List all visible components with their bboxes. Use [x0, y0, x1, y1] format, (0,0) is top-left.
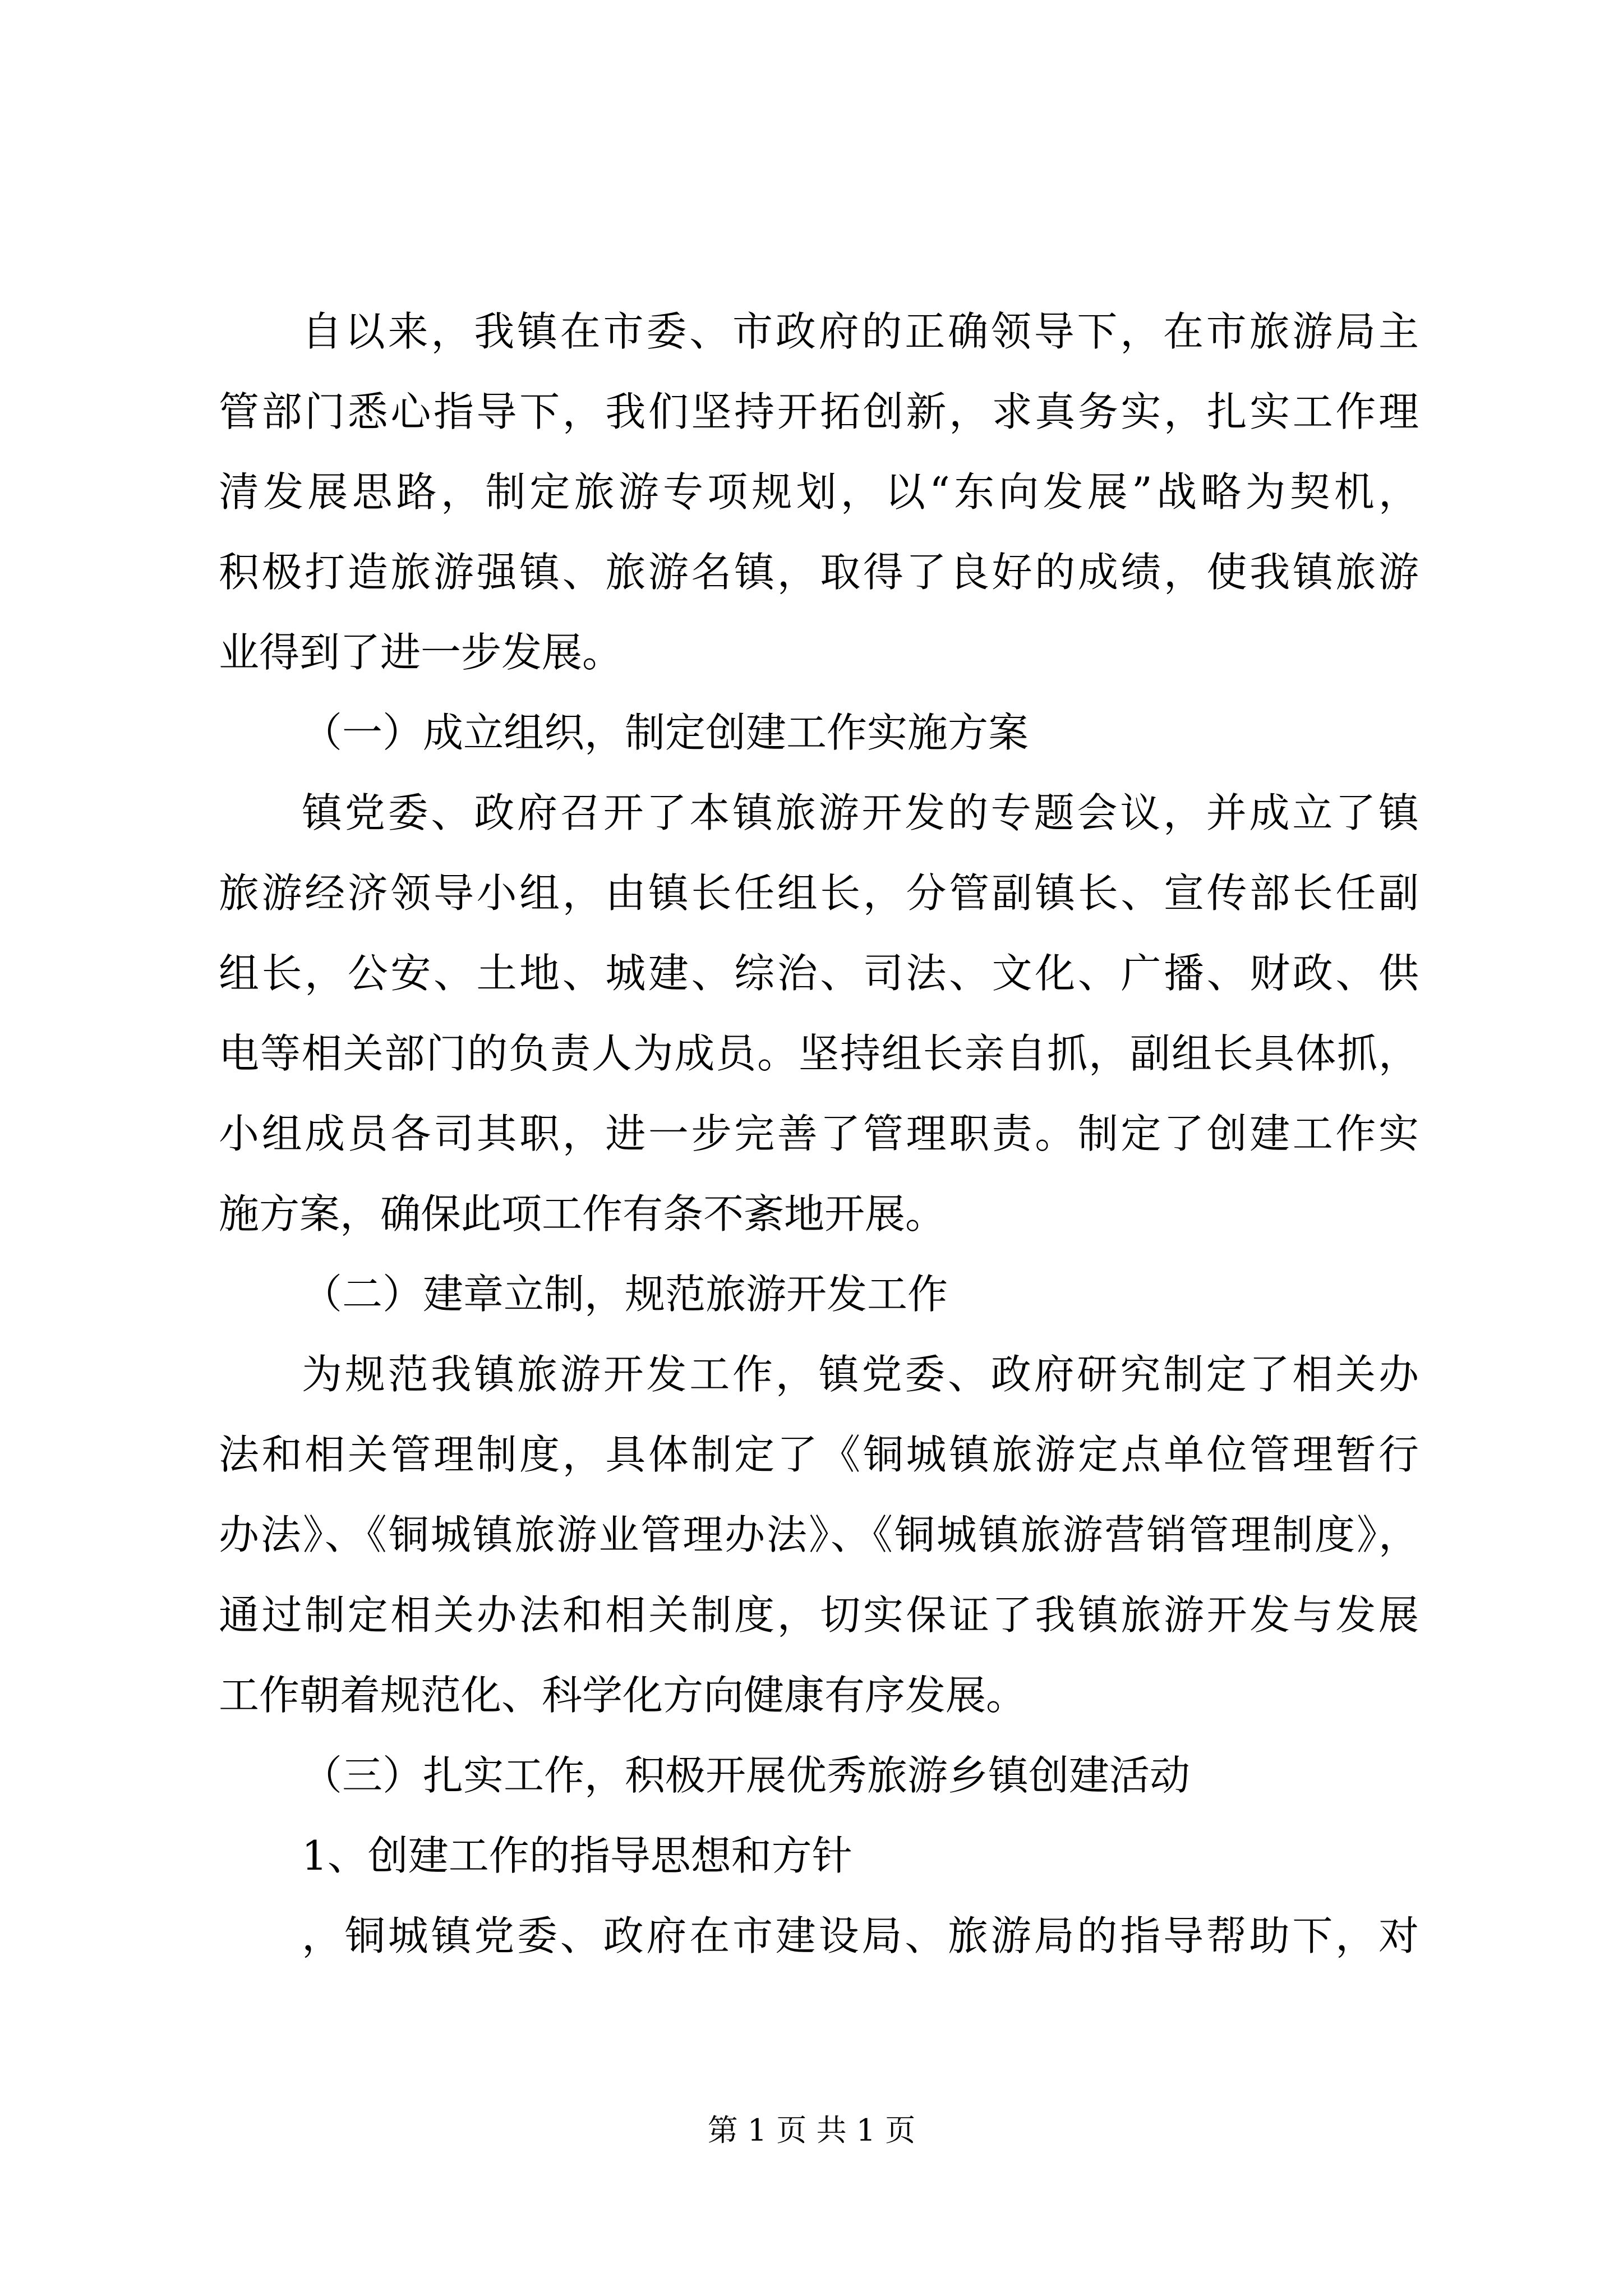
- paragraph-line: 为规范我镇旅游开发工作，镇党委、政府研究制定了相关办: [302, 1351, 1419, 1398]
- paragraph-line: 施方案，确保此项工作有条不紊地开展。: [219, 1190, 946, 1237]
- paragraph-line: 镇党委、政府召开了本镇旅游开发的专题会议，并成立了镇: [302, 789, 1419, 836]
- paragraph-line: 清发展思路，制定旅游专项规划，以“东向发展”战略为契机，: [219, 468, 1419, 516]
- paragraph-line: ，铜城镇党委、政府在市建设局、旅游局的指导帮助下，对: [302, 1912, 1419, 1959]
- paragraph-line: 业得到了进一步发展。: [219, 629, 623, 676]
- heading-line: （二）建章立制，规范旅游开发工作: [302, 1271, 948, 1318]
- paragraph-line: 组长，公安、土地、城建、综治、司法、文化、广播、财政、供: [219, 950, 1419, 997]
- heading-line: （一）成立组织，制定创建工作实施方案: [302, 709, 1029, 756]
- paragraph-line: 办法》、《铜城镇旅游业管理办法》、《铜城镇旅游营销管理制度》，: [219, 1511, 1419, 1558]
- section-heading: [219, 1816, 1419, 1896]
- body-paragraph: [219, 1896, 1419, 1976]
- document-body: [219, 292, 1419, 1976]
- heading-line: 1、创建工作的指导思想和方针: [302, 1832, 852, 1879]
- page-footer: [0, 2111, 1623, 2150]
- paragraph-line: 小组成员各司其职，进一步完善了管理职责。制定了创建工作实: [219, 1110, 1419, 1157]
- body-paragraph: [219, 1335, 1419, 1736]
- section-heading: [219, 1736, 1419, 1816]
- paragraph-line: 工作朝着规范化、科学化方向健康有序发展。: [219, 1672, 1027, 1719]
- paragraph-line: 自以来，我镇在市委、市政府的正确领导下，在市旅游局主: [302, 308, 1419, 355]
- body-paragraph: [219, 292, 1419, 693]
- paragraph-line: 电等相关部门的负责人为成员。坚持组长亲自抓，副组长具体抓，: [219, 1030, 1419, 1077]
- paragraph-line: 法和相关管理制度，具体制定了《铜城镇旅游定点单位管理暂行: [219, 1431, 1419, 1478]
- section-heading: [219, 1254, 1419, 1335]
- heading-line: （三）扎实工作，积极开展优秀旅游乡镇创建活动: [302, 1752, 1191, 1799]
- paragraph-line: 旅游经济领导小组，由镇长任组长，分管副镇长、宣传部长任副: [219, 869, 1419, 917]
- paragraph-line: 积极打造旅游强镇、旅游名镇，取得了良好的成绩，使我镇旅游: [219, 549, 1419, 596]
- paragraph-line: 通过制定相关办法和相关制度，切实保证了我镇旅游开发与发展: [219, 1591, 1419, 1639]
- page-number-label: 第 1 页 共 1 页: [707, 2113, 916, 2148]
- section-heading: [219, 693, 1419, 773]
- paragraph-line: 管部门悉心指导下，我们坚持开拓创新，求真务实，扎实工作理: [219, 388, 1419, 435]
- body-paragraph: [219, 773, 1419, 1254]
